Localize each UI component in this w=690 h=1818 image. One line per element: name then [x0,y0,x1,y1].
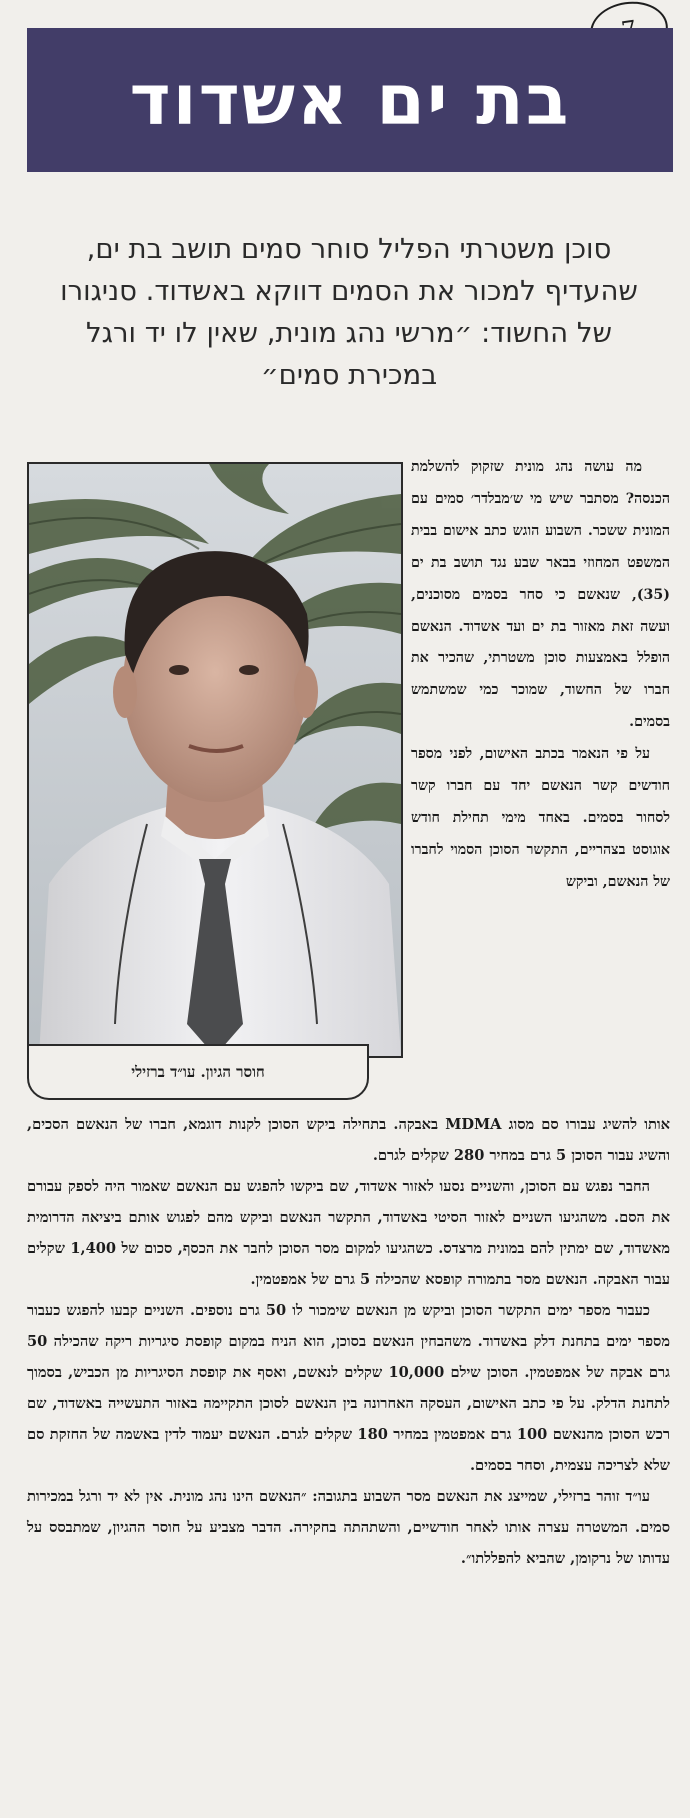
photo-caption: חוסר הגיון. עו״ד ברזילי [131,1062,265,1081]
masthead-title: בת ים אשדוד [129,59,571,141]
article-paragraph-2-start: על פי הנאמר בכתב האישום, לפני מספר חודשים קשר הנאשם יחד עם חברו קשר לסחור בסמים. באחד מימי תחילת חודש אוגוסט בצהריים, התקשר הסוכן הסמוי לחברו של הנאשם, וביקש [411,746,670,890]
portrait-illustration [29,464,401,1056]
ear-left [113,666,137,718]
section-masthead [27,28,673,172]
article-paragraph-4: כעבור מספר ימים התקשר הסוכן וביקש מן הנאשם שימכור לו 50 גרם נוספים. השניים קבעו להפגש כעבור מספר ימים בתחנת דלק באשדוד. משהבחין הנאשם בסוכן, הוא הניח במקום קופסת סיגריות ריקה שהכילה 50 גרם אבקה של אמפטמין. הסוכן שילם 10,000 שקלים לנאשם, ואסף את קופסת הסיגריות מן הכביש, בסמוך לתחנת הדלק. על פי כתב האישום, העסקה האחרונה בין הנאשם לסוכן התקיימה באזור התעשייה באשדוד, שם רכש הסוכן מהנאשם 100 גרם אמפטמין במחיר 180 שקלים לגרם. הנאשם יעמוד לדין באשמה של החזקת סם שלא לצריכה עצמית, וסחר בסמים. [27,1302,671,1474]
article-lead: סוכן משטרתי הפליל סוחר סמים תושב בת ים, שהעדיף למכור את הסמים דווקא באשדוד. סניגורו של החשוד: ״מרשי נהג מונית, שאין לו יד ורגל במכירת סמים״ [60,233,638,391]
ear-right [294,666,318,718]
photo-caption-box [27,1044,369,1100]
article-body-wide [27,1109,670,1574]
article-paragraph-5: עו״ד זוהר ברזילי, שמייצג את הנאשם מסר השבוע בתגובה: ״הנאשם הינו נהג מונית. אין לא יד ורגל במכירות סמים. המשטרה עצרה אותו לאחר חודשיים, והשתהתה בחקירה. הדבר מצביע על חוסר ההגיון, שמתבסס על עדותו של נרקומן, שהביא להפללתו״. [27,1488,670,1567]
article-paragraph-1: מה עושה נהג מונית שזקוק להשלמת הכנסה? מסתבר שיש מי ש׳מבלדר׳ סמים עם המונית ששכר. השבוע הוגש כתב אישום בבית המשפט המחוזי בבאר שבע נגד תושב בת ים (35), שנאשם כי סחר בסמים מסוכנים, ועשה זאת מאזור בת ים ועד אשדוד. הנאשם הופלל באמצעות סוכן משטרתי, שהכיר את חברו של החשוד, שמוכר כמי שמשתמש בסמים. [411,459,670,731]
article-column-right [411,452,670,899]
article-paragraph-2-end: אותו להשיג עבורו סם מסוג MDMA באבקה. בתחילה ביקש הסוכן לקנות דוגמא, חברו של הנאשם הסכים, והשיג עבור הסוכן 5 גרם במחיר 280 שקלים לגרם. [27,1116,670,1164]
article-photo [27,462,403,1058]
article-paragraph-3: החבר נפגש עם הסוכן, והשניים נסעו לאזור אשדוד, שם ביקשו להפגש עם הנאשם שאמור היה לספק עבורם את הסם. משהגיעו השניים לאזור הסיטי באשדוד, התקשר הנאשם וביקש מהם לפגוש אותם ביציאה הדרומית מאשדוד, שם ימתין להם במונית מרצדס. כשהגיעו למקום מסר הסוכן לחבר את הכסף, סכום של 1,400 שקלים עבור האבקה. הנאשם מסר בתמורה קופסא שהכילה 5 גרם של אמפטמין. [27,1178,671,1288]
